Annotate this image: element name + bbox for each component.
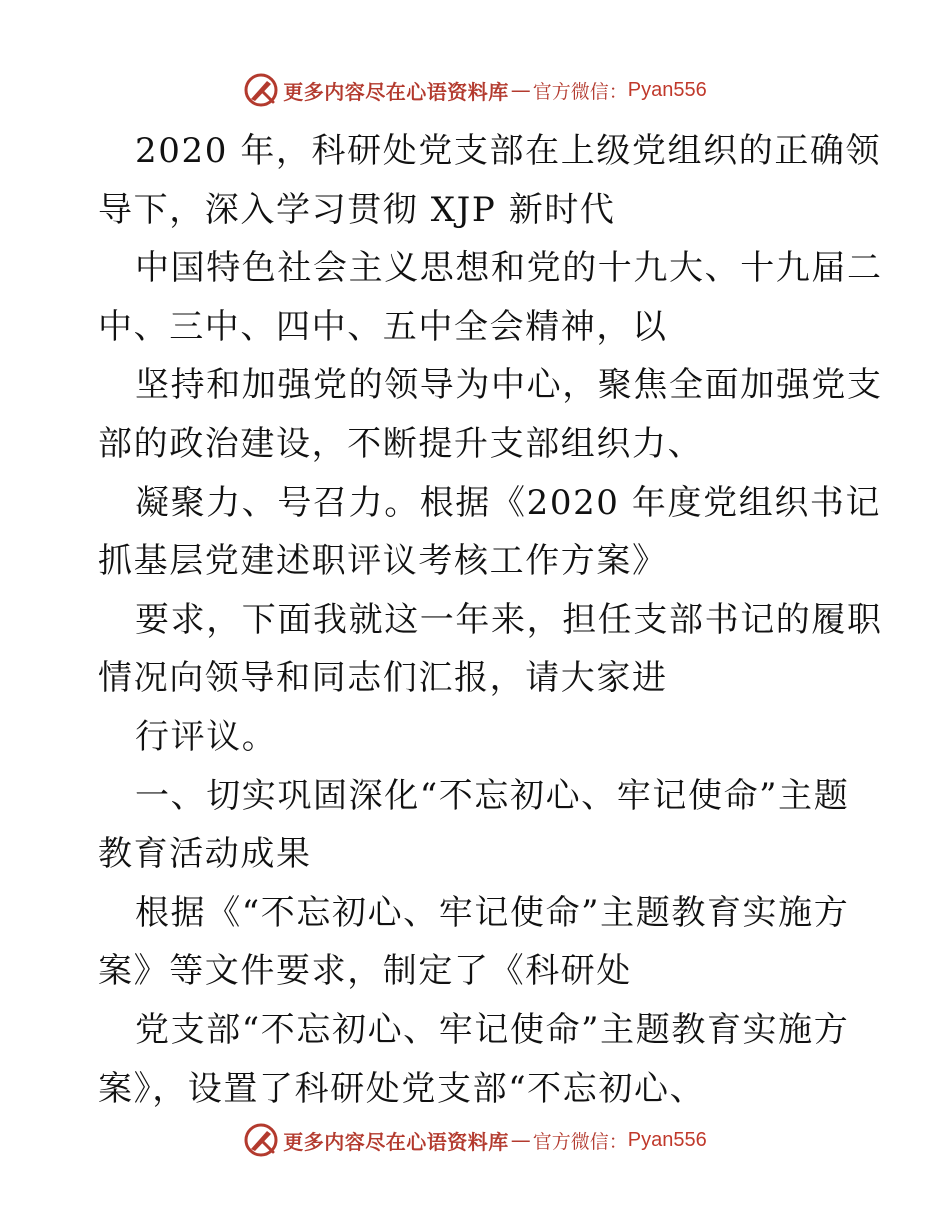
watermark-text: 更多内容尽在心语资料库 [283, 79, 509, 104]
watermark-wechat-id: Pyan556 [627, 78, 707, 101]
body-line: 情况向领导和同志们汇报，请大家进 [98, 658, 668, 699]
body-line: 部的政治建设，不断提升支部组织力、 [98, 423, 704, 464]
body-line: 导下，深入学习贯彻 XJP 新时代 [98, 189, 616, 230]
body-line: 凝聚力、号召力。根据《2020 年度党组织书记 [135, 482, 882, 523]
body-line: 案》等文件要求，制定了《科研处 [98, 951, 632, 992]
quill-pen-logo-icon [243, 72, 279, 108]
body-line: 中、三中、四中、五中全会精神，以 [98, 306, 668, 347]
body-line: 2020 年，科研处党支部在上级党组织的正确领 [135, 131, 882, 171]
body-line: 要求，下面我就这一年来，担任支部书记的履职 [135, 599, 883, 640]
quill-pen-logo-icon [243, 1122, 279, 1158]
watermark-content [243, 72, 706, 108]
footer-watermark-banner [0, 1120, 950, 1160]
watermark-wechat-id: Pyan556 [627, 1128, 707, 1151]
document-body [98, 122, 883, 1118]
body-line: 行评议。 [135, 716, 278, 757]
watermark-separator: — [510, 78, 531, 102]
watermark-wechat-label: 官方微信： [532, 80, 628, 103]
body-line: 抓基层党建述职评议考核工作方案》 [98, 541, 668, 582]
watermark-separator: — [510, 1128, 531, 1152]
section-heading: 一、切实巩固深化“不忘初心、牢记使命”主题 [135, 775, 850, 816]
body-line: 案》，设置了科研处党支部“不忘初心、 [98, 1068, 706, 1109]
watermark-wechat-label: 官方微信： [532, 1130, 628, 1153]
body-line: 坚持和加强党的领导为中心，聚焦全面加强党支 [135, 365, 883, 406]
body-line: 党支部“不忘初心、牢记使命”主题教育实施方 [135, 1009, 850, 1050]
section-heading-continued: 教育活动成果 [98, 834, 312, 875]
body-line: 中国特色社会主义思想和党的十九大、十九届二 [135, 248, 883, 289]
header-watermark-banner [0, 70, 950, 110]
watermark-content [243, 1122, 706, 1158]
watermark-text: 更多内容尽在心语资料库 [283, 1129, 509, 1154]
body-line: 根据《“不忘初心、牢记使命”主题教育实施方 [135, 892, 850, 933]
